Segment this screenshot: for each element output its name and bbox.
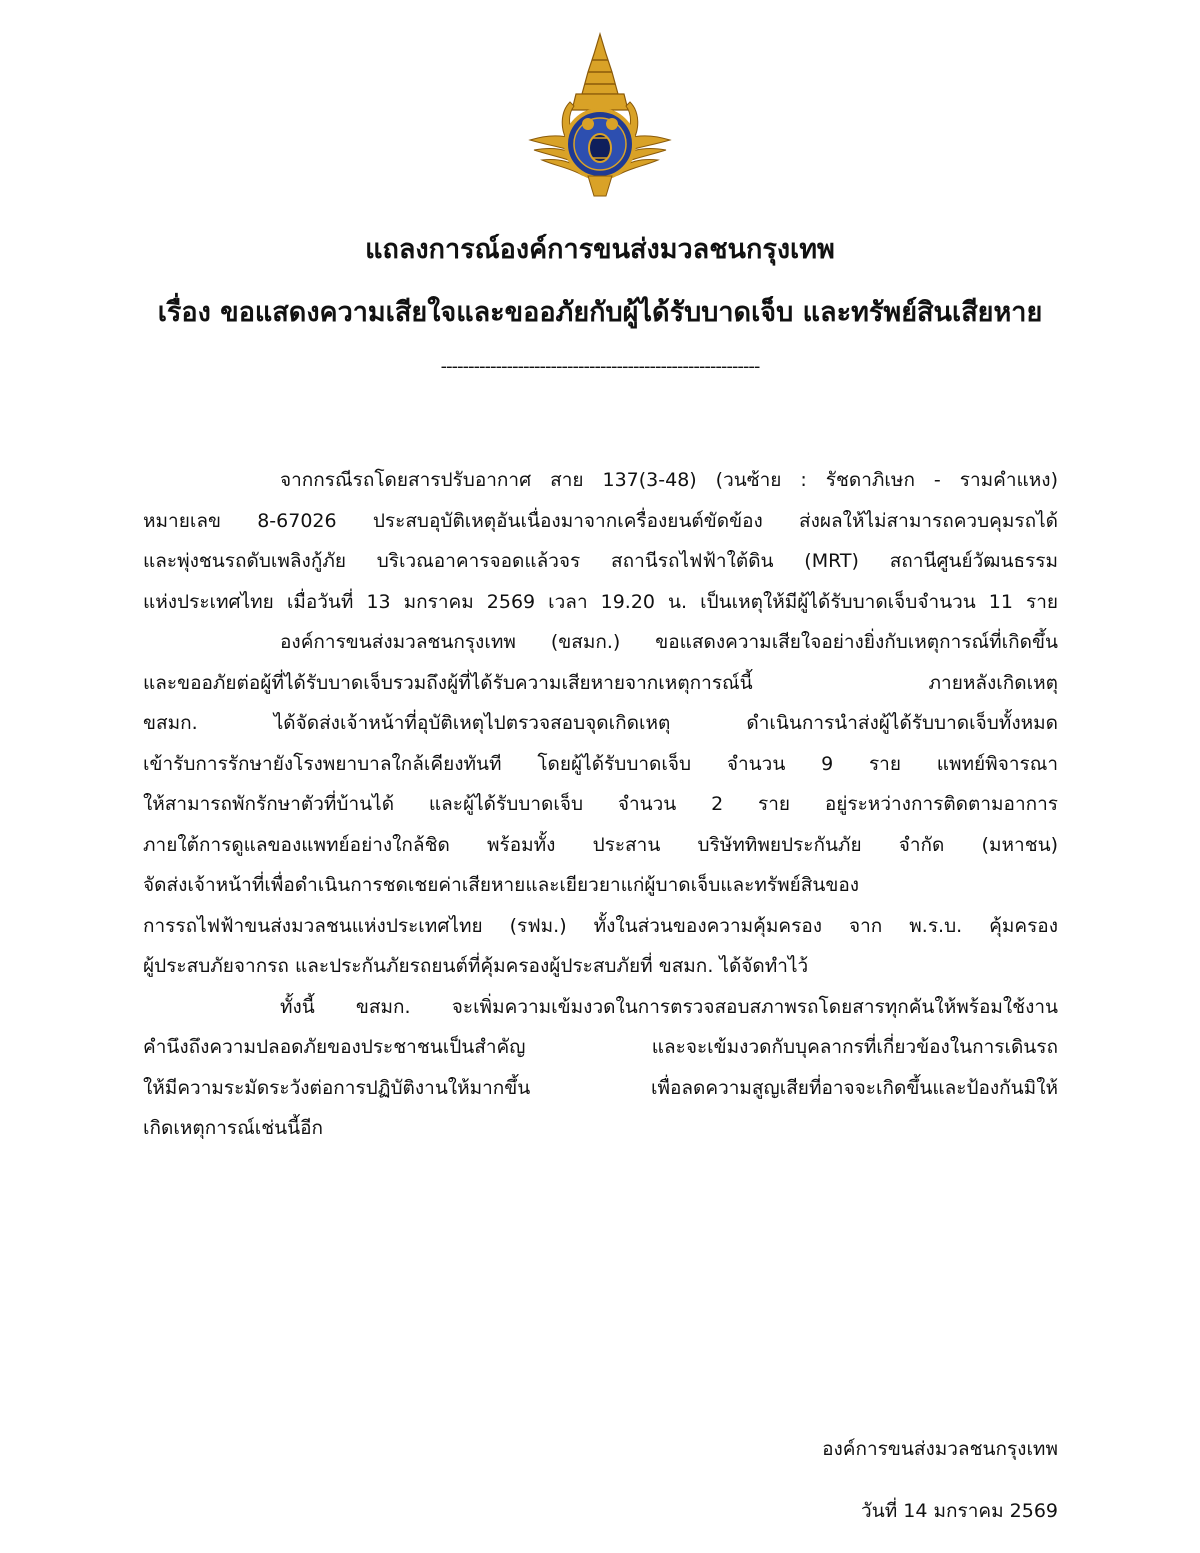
body-line: ขสมก. ได้จัดส่งเจ้าหน้าที่อุบัติเหตุไปตรวจสอบจุดเกิดเหตุ ดำเนินการนำส่งผู้ได้รับบาดเจ็บทั้งหมด — [143, 712, 1058, 734]
body-line: และพุ่งชนรถดับเพลิงกู้ภัย บริเวณอาคารจอดแล้วจร สถานีรถไฟฟ้าใต้ดิน (MRT) สถานีศูนย์วัฒนธรรม — [143, 550, 1058, 572]
body-line: ให้สามารถพักรักษาตัวที่บ้านได้ และผู้ได้รับบาดเจ็บ จำนวน 2 ราย อยู่ระหว่างการติดตามอาการ — [143, 793, 1058, 815]
body-line: องค์การขนส่งมวลชนกรุงเทพ (ขสมก.) ขอแสดงความเสียใจอย่างยิ่งกับเหตุการณ์ที่เกิดขึ้น — [280, 631, 1058, 653]
emblem-graphic — [526, 32, 674, 202]
bmta-emblem-logo — [526, 32, 674, 202]
body-line: และขออภัยต่อผู้ที่ได้รับบาดเจ็บรวมถึงผู้ที่ได้รับความเสียหายจากเหตุการณ์นี้ ภายหลังเกิดเหตุ — [143, 671, 1058, 694]
body-line: ผู้ประสบภัยจากรถ และประกันภัยรถยนต์ที่คุ้มครองผู้ประสบภัยที่ ขสมก. ได้จัดทำไว้ — [143, 955, 809, 977]
body-line: ทั้งนี้ ขสมก. จะเพิ่มความเข้มงวดในการตรวจสอบสภาพรถโดยสารทุกคันให้พร้อมใช้งาน — [280, 995, 1058, 1018]
body-line: จากกรณีรถโดยสารปรับอากาศ สาย 137(3-48) (วนซ้าย : รัชดาภิเษก - รามคำแหง) — [280, 469, 1058, 491]
signature-date: วันที่ 14 มกราคม 2569 — [861, 1500, 1058, 1522]
announcement-body — [143, 460, 1058, 1149]
body-line: การรถไฟฟ้าขนส่งมวลชนแห่งประเทศไทย (รฟม.) ทั้งในส่วนของความคุ้มครอง จาก พ.ร.บ. คุ้มครอง — [143, 914, 1058, 937]
dashed-divider: ---------------------------------------------------------- — [440, 356, 760, 377]
signature-block — [822, 1418, 1058, 1542]
body-line: คำนึงถึงความปลอดภัยของประชาชนเป็นสำคัญ และจะเข้มงวดกับบุคลากรที่เกี่ยวข้องในการเดินรถ — [143, 1036, 1058, 1058]
body-line: ให้มีความระมัดระวังต่อการปฏิบัติงานให้มากขึ้น เพื่อลดความสูญเสียที่อาจจะเกิดขึ้นและป้องกันมิให้ — [143, 1076, 1058, 1099]
signature-organization: องค์การขนส่งมวลชนกรุงเทพ — [822, 1438, 1058, 1460]
body-line: หมายเลข 8-67026 ประสบอุบัติเหตุอันเนื่องมาจากเครื่องยนต์ขัดข้อง ส่งผลให้ไม่สามารถควบคุมรถได้ — [143, 509, 1058, 532]
announcement-title: แถลงการณ์องค์การขนส่งมวลชนกรุงเทพ — [365, 234, 835, 265]
body-line: เกิดเหตุการณ์เช่นนี้อีก — [143, 1117, 323, 1139]
body-line: จัดส่งเจ้าหน้าที่เพื่อดำเนินการชดเชยค่าเสียหายและเยียวยาแก่ผู้บาดเจ็บและทรัพย์สินของ — [143, 874, 860, 896]
body-line: เข้ารับการรักษายังโรงพยาบาลใกล้เคียงทันที โดยผู้ได้รับบาดเจ็บ จำนวน 9 ราย แพทย์พิจารณา — [143, 752, 1058, 775]
body-line: แห่งประเทศไทย เมื่อวันที่ 13 มกราคม 2569 เวลา 19.20 น. เป็นเหตุให้มีผู้ได้รับบาดเจ็บจำนวน 11 ราย — [143, 590, 1058, 613]
announcement-subject: เรื่อง ขอแสดงความเสียใจและขออภัยกับผู้ได้รับบาดเจ็บ และทรัพย์สินเสียหาย — [157, 297, 1043, 328]
body-line: ภายใต้การดูแลของแพทย์อย่างใกล้ชิด พร้อมทั้ง ประสาน บริษัททิพยประกันภัย จำกัด (มหาชน) — [143, 833, 1058, 856]
